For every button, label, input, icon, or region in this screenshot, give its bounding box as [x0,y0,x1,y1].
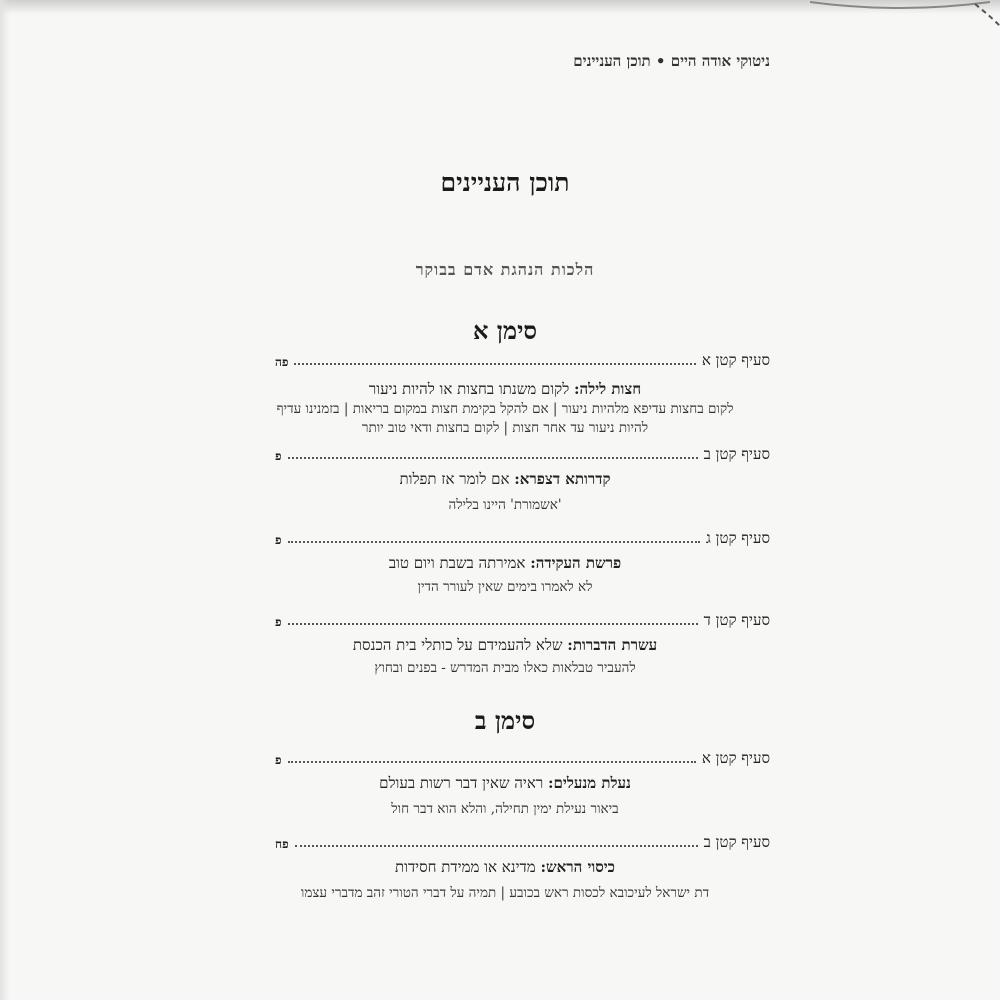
detail-line: לא לאמרו בימים שאין לעורר הדין [417,579,593,595]
detail-line: ביאור נעילת ימין תחילה, והלא הוא דבר חול [391,801,619,817]
page-reference: פ [275,449,282,463]
corner-binding-mark [800,0,1000,40]
toc-entry-line[interactable] [275,608,770,630]
dot-leader [288,622,698,625]
topic-text: אם לומר אז תפלות [399,470,510,488]
detail-line: להיות ניעור עד אחר חצות | לקום בחצות ודאי טוב יותר [361,420,649,436]
dot-leader [288,760,696,763]
topic-line [240,380,770,399]
page-reference: פ [275,533,282,547]
section-subtitle: הלכות הנהגת אדם בבוקר [415,260,595,279]
seif-label: סעיף קטן א [701,749,770,767]
topic-term: עשרת הדברות: [567,636,658,654]
topic-line [240,774,770,793]
page-reference: פ [275,753,282,767]
dot-leader [295,844,698,847]
topic-term: כיסוי הראש: [540,858,616,876]
toc-entry-line[interactable] [275,746,770,768]
topic-line [240,470,770,489]
seif-label: סעיף קטן ב [703,445,770,463]
page-reference: פה [275,355,289,369]
topic-text: שלא להעמידם על כותלי בית הכנסת [352,636,563,654]
page-reference: פ [275,615,282,629]
toc-entry-line[interactable] [275,526,770,548]
detail-line: 'אשמורת' היינו בלילה [448,497,562,513]
topic-term: חצות לילה: [574,380,642,398]
running-head: ניטוקי אודה היים • תוכן העניינים [573,52,770,70]
siman-heading: סימן ב [474,706,536,735]
page-title: תוכן העניינים [440,168,570,197]
seif-label: סעיף קטן ב [703,833,770,851]
toc-entry-line[interactable] [275,830,770,852]
toc-entry-line[interactable] [275,442,770,464]
page-left-edge [0,0,10,1000]
topic-term: קדרותא דצפרא: [514,470,611,488]
dot-leader [294,362,695,365]
page-reference: פח [275,837,289,851]
seif-label: סעיף קטן ג [705,529,770,547]
topic-line [240,858,770,877]
topic-line [240,636,770,655]
seif-label: סעיף קטן א [701,351,770,369]
detail-line: להעביר טבלאות כאלו מבית המדרש - בפנים ובחוץ [374,660,636,676]
detail-line: לקום בחצות עדיפא מלהיות ניעור | אם להקל בקימת חצות במקום בריאות | בזמנינו עדיף [276,401,734,417]
topic-term: נעלת מנעלים: [548,774,631,792]
siman-heading: סימן א [472,316,538,345]
seif-label: סעיף קטן ד [703,611,770,629]
topic-text: אמירתה בשבת ויום טוב [388,554,526,572]
topic-term: פרשת העקידה: [530,554,622,572]
topic-text: לקום משנתו בחצות או להיות ניעור [368,380,570,398]
detail-line: דת ישראל לעיכובא לכסות ראש בכובע | תמיה על דברי הטורי זהב מדברי עצמו [300,885,710,901]
toc-entry-line[interactable] [275,348,770,370]
topic-text: מדינא או ממידת חסידות [394,858,536,876]
topic-line [240,554,770,573]
topic-text: ראיה שאין דבר רשות בעולם [379,774,544,792]
dot-leader [288,540,700,543]
dot-leader [288,456,698,459]
toc-content [240,0,770,1000]
